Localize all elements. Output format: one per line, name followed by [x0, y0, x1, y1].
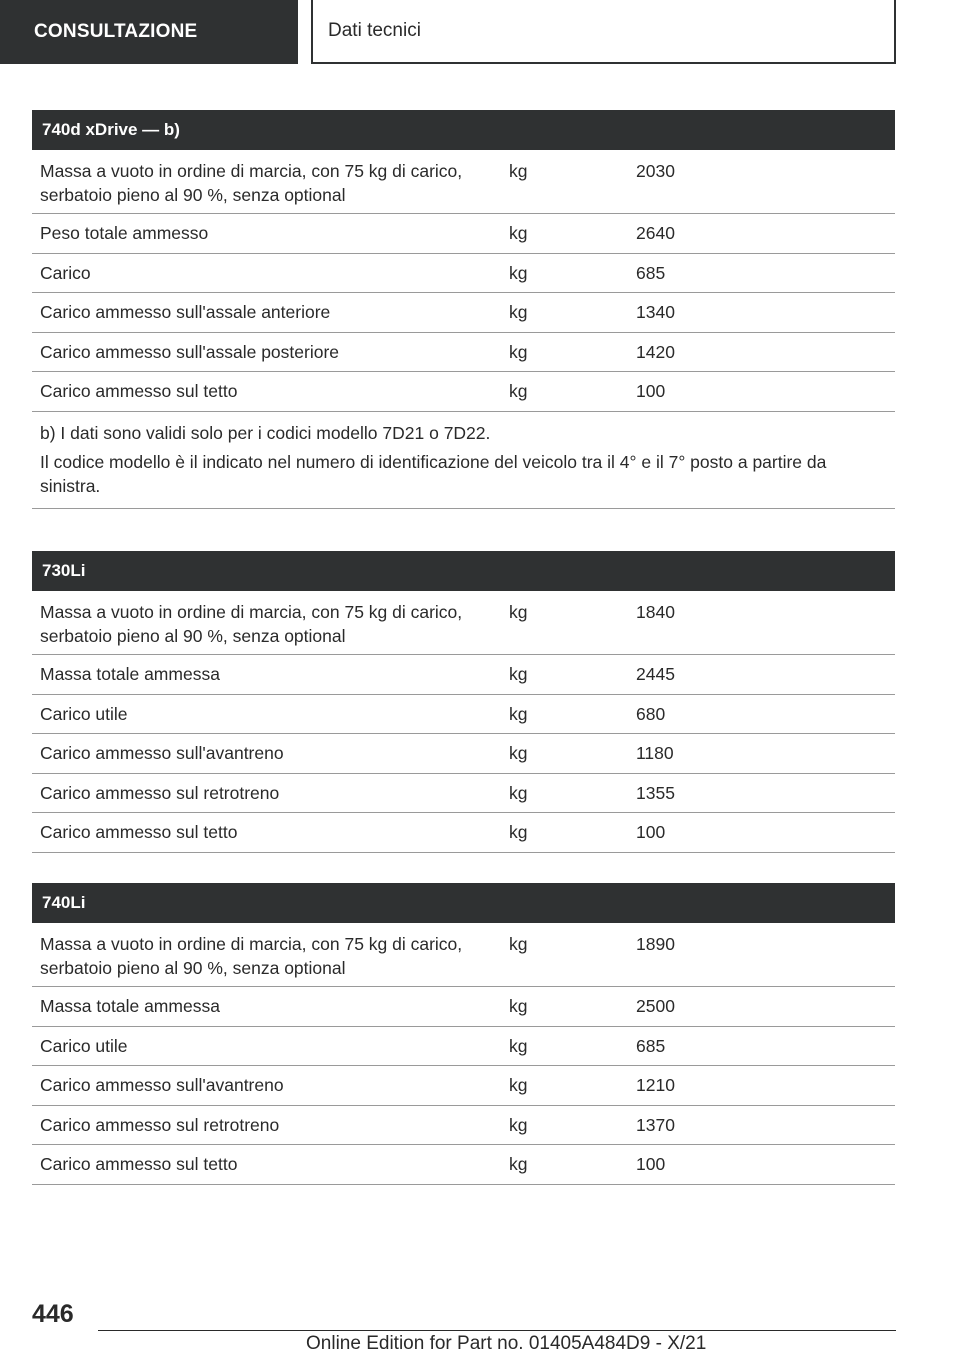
row-unit: kg — [509, 223, 528, 244]
row-label: Massa totale ammessa — [40, 664, 220, 685]
table-row — [32, 254, 895, 294]
row-unit: kg — [509, 341, 528, 362]
row-label: Carico ammesso sul retrotreno — [40, 782, 280, 803]
table-footnote — [32, 412, 895, 509]
section-title: CONSULTAZIONE — [34, 21, 198, 42]
edition-text: Online Edition for Part no. 01405A484D9 - X/21 — [306, 1333, 707, 1354]
row-value: 1420 — [636, 341, 675, 362]
row-label: Carico ammesso sul tetto — [40, 381, 238, 402]
spec-table-740d-xdrive — [32, 110, 895, 509]
row-value: 685 — [636, 1035, 666, 1056]
row-label: Carico utile — [40, 703, 128, 724]
row-unit: kg — [509, 602, 528, 622]
footer-divider — [98, 1330, 896, 1331]
table-row — [32, 1145, 895, 1185]
table-title: 740Li — [32, 883, 895, 923]
table-row — [32, 695, 895, 735]
row-value: 2445 — [636, 664, 675, 685]
table-row — [32, 372, 895, 412]
row-label: Carico utile — [40, 1035, 128, 1056]
row-value: 1355 — [636, 782, 675, 803]
footnote-text: Il codice modello è il indicato nel numero di identificazione del veicolo tra il 4° e il 7° posto a partire da sinistra. — [40, 451, 827, 496]
row-value: 1840 — [636, 602, 675, 622]
row-value: 2640 — [636, 223, 675, 244]
row-value: 685 — [636, 262, 666, 283]
row-value: 100 — [636, 1154, 666, 1175]
chapter-header — [311, 0, 896, 64]
footnote-text: b) I dati sono validi solo per i codici modello 7D21 o 7D22. — [40, 422, 491, 443]
row-value: 100 — [636, 822, 666, 843]
row-unit: kg — [509, 381, 528, 402]
table-row — [32, 214, 895, 254]
row-value: 2500 — [636, 996, 675, 1017]
table-row — [32, 734, 895, 774]
row-unit: kg — [509, 822, 528, 843]
row-value: 1890 — [636, 934, 675, 954]
section-tab[interactable] — [0, 0, 298, 64]
row-unit: kg — [509, 996, 528, 1017]
row-label: Carico ammesso sull'avantreno — [40, 1075, 284, 1096]
row-label: Carico ammesso sull'assale posteriore — [40, 341, 340, 362]
row-unit: kg — [509, 1075, 528, 1096]
page-number: 446 — [32, 1300, 74, 1328]
row-value: 680 — [636, 703, 666, 724]
table-row — [32, 923, 895, 987]
table-row — [32, 591, 895, 655]
row-unit: kg — [509, 934, 528, 954]
row-unit: kg — [509, 1035, 528, 1056]
row-value: 2030 — [636, 161, 675, 181]
row-label: Massa totale ammessa — [40, 996, 220, 1017]
row-label: Carico ammesso sull'avantreno — [40, 743, 284, 764]
row-label: Carico ammesso sull'assale anteriore — [40, 302, 331, 323]
table-row — [32, 1066, 895, 1106]
table-title: 740d xDrive — b) — [32, 110, 895, 150]
row-value: 100 — [636, 381, 666, 402]
row-label: Carico — [40, 262, 91, 283]
row-label: Carico ammesso sul tetto — [40, 822, 238, 843]
row-value: 1180 — [636, 743, 674, 764]
row-label: Massa a vuoto in ordine di marcia, con 75 kg di carico, serbatoio pieno al 90 %, senza optional — [40, 934, 463, 978]
row-unit: kg — [509, 262, 528, 283]
row-label: Carico ammesso sul retrotreno — [40, 1114, 280, 1135]
spec-table-730li — [32, 551, 895, 853]
table-title: 730Li — [32, 551, 895, 591]
chapter-title: Dati tecnici — [328, 20, 421, 41]
row-unit: kg — [509, 664, 528, 685]
table-row — [32, 813, 895, 853]
row-unit: kg — [509, 743, 528, 764]
row-label: Massa a vuoto in ordine di marcia, con 75 kg di carico, serbatoio pieno al 90 %, senza optional — [40, 161, 463, 205]
spec-table-740li — [32, 883, 895, 1185]
table-row — [32, 987, 895, 1027]
row-unit: kg — [509, 1154, 528, 1175]
table-row — [32, 1027, 895, 1067]
row-label: Peso totale ammesso — [40, 223, 209, 244]
row-unit: kg — [509, 782, 528, 803]
row-label: Carico ammesso sul tetto — [40, 1154, 238, 1175]
row-value: 1340 — [636, 302, 675, 323]
table-row — [32, 774, 895, 814]
row-unit: kg — [509, 161, 528, 181]
row-value: 1210 — [636, 1075, 675, 1096]
row-label: Massa a vuoto in ordine di marcia, con 75 kg di carico, serbatoio pieno al 90 %, senza optional — [40, 602, 463, 646]
table-row — [32, 333, 895, 373]
table-row — [32, 150, 895, 214]
row-unit: kg — [509, 302, 528, 323]
row-unit: kg — [509, 1114, 528, 1135]
table-row — [32, 655, 895, 695]
table-row — [32, 1106, 895, 1146]
table-row — [32, 293, 895, 333]
row-value: 1370 — [636, 1114, 675, 1135]
row-unit: kg — [509, 703, 528, 724]
